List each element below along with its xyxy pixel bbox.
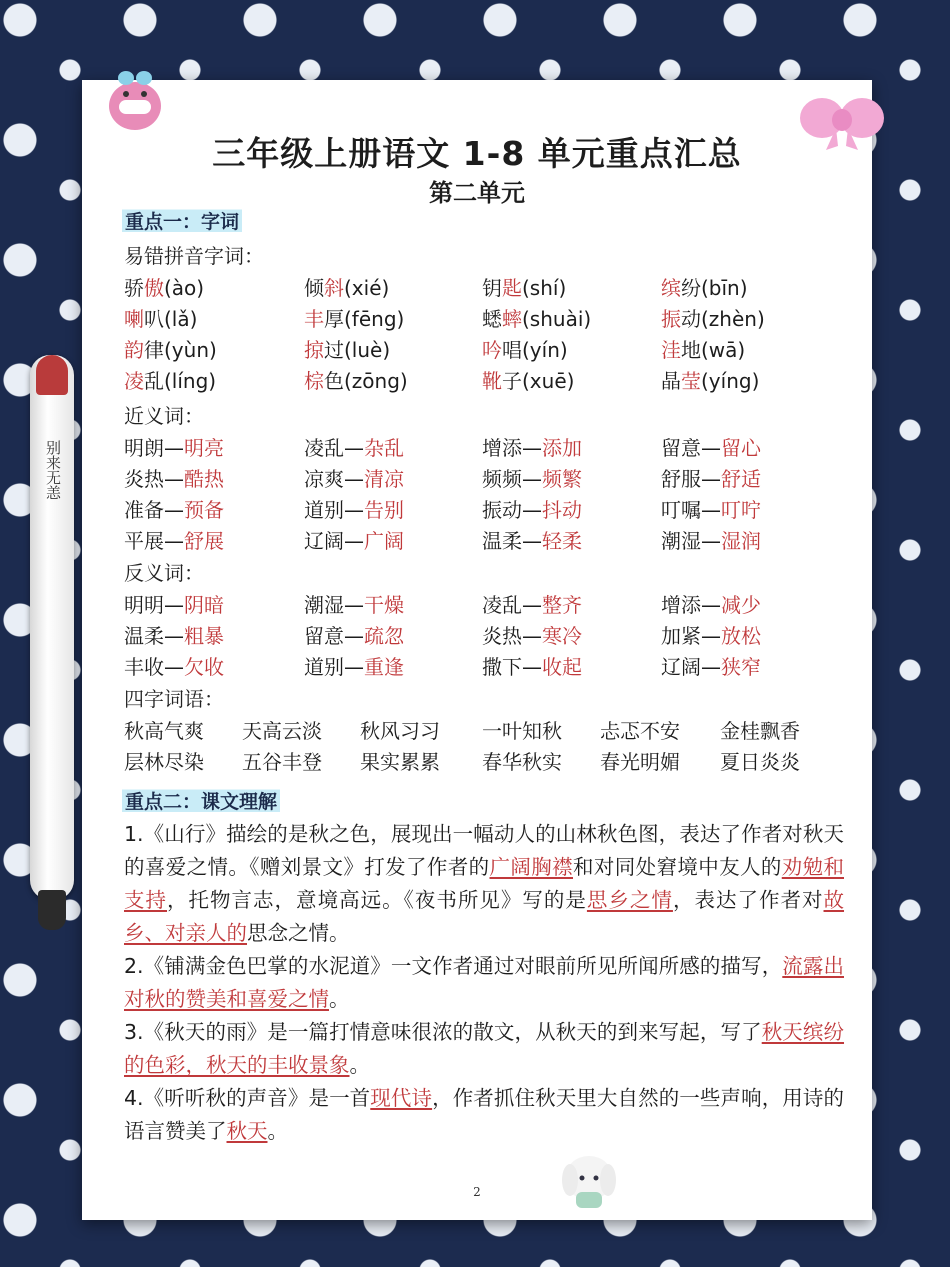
idiom-word: 天高云淡 (242, 719, 322, 743)
pinyin-highlight-char: 莹 (681, 369, 701, 393)
idiom-word: 忐忑不安 (600, 719, 680, 743)
section2-heading: 重点二：课文理解 (122, 787, 280, 814)
idiom-word: 层林尽染 (124, 750, 204, 774)
idiom-label: 四字词语： (124, 687, 224, 711)
p3-underline: 秋天缤纷的色彩，秋天的丰收景象 (124, 1020, 845, 1077)
pinyin-word (304, 365, 408, 394)
monster-decoration-icon (104, 68, 166, 134)
pinyin-text: 地(wā) (681, 338, 746, 362)
idiom-word: 一叶知秋 (482, 719, 562, 743)
synonym-row (124, 525, 844, 556)
synonym-pair (661, 525, 761, 554)
p2-text-c: 。 (329, 987, 350, 1011)
pinyin-text: (shuài) (522, 307, 592, 331)
pinyin-text: 蟋 (482, 307, 502, 331)
pinyin-word (661, 334, 745, 363)
pinyin-text: 色(zōng) (324, 369, 408, 393)
pinyin-highlight-char: 洼 (661, 338, 681, 362)
synonym-pair (482, 463, 582, 492)
pinyin-word (661, 365, 759, 394)
p1-text-g: ，表达了作者对 (672, 888, 824, 912)
antonym-pair (304, 589, 404, 618)
pinyin-label: 易错拼音字词： (124, 244, 264, 268)
pinyin-row (124, 334, 844, 365)
synonym-answer-word: 留心 (721, 436, 761, 460)
antonym-row (124, 620, 844, 651)
antonym-source-word: 潮湿— (304, 593, 364, 617)
pinyin-highlight-char: 韵 (124, 338, 144, 362)
antonym-answer-word: 粗暴 (184, 624, 224, 648)
synonym-source-word: 凉爽— (304, 467, 364, 491)
p3-text-a: 3.《秋天的雨》是一篇打情意味很浓的散文，从秋天的到来写起，写了 (124, 1020, 762, 1044)
synonym-answer-word: 清凉 (364, 467, 404, 491)
synonym-source-word: 舒服— (661, 467, 721, 491)
pinyin-word (304, 334, 390, 363)
pinyin-highlight-char: 振 (661, 307, 681, 331)
antonym-pair (661, 620, 761, 649)
synonym-answer-word: 舒展 (184, 529, 224, 553)
synonym-source-word: 潮湿— (661, 529, 721, 553)
idiom-word: 春光明媚 (600, 750, 680, 774)
antonym-pair (661, 651, 761, 680)
pinyin-highlight-char: 掠 (304, 338, 324, 362)
page-title: 三年级上册语文 1-8 单元重点汇总 (212, 134, 742, 173)
pinyin-text: 钥 (482, 276, 502, 300)
synonym-pair (124, 463, 224, 492)
synonym-answer-word: 抖动 (542, 498, 582, 522)
synonym-pair (304, 432, 404, 461)
antonym-answer-word: 寒冷 (542, 624, 582, 648)
p4-text-c: ，作者抓住秋天里大自然的一些声响，用诗的语言赞美了 (124, 1086, 845, 1143)
pinyin-word (482, 303, 591, 332)
synonym-row (124, 494, 844, 525)
p4-underline-2: 秋天 (226, 1119, 268, 1143)
p4-text-e: 。 (267, 1119, 288, 1143)
pinyin-word (304, 303, 404, 332)
pen-printed-text: 别来无恙 (44, 440, 62, 500)
synonym-source-word: 道别— (304, 498, 364, 522)
antonym-source-word: 道别— (304, 655, 364, 679)
paragraph-1 (124, 818, 844, 950)
p2-underline: 流露出对秋的赞美和喜爱之情 (124, 954, 844, 1011)
pinyin-highlight-char: 吟 (482, 338, 502, 362)
pinyin-highlight-char: 蟀 (502, 307, 522, 331)
synonym-pair (304, 525, 404, 554)
paragraph-4 (124, 1082, 844, 1148)
pinyin-text: 律(yùn) (144, 338, 217, 362)
synonym-answer-word: 明亮 (184, 436, 224, 460)
idiom-word: 果实累累 (360, 750, 440, 774)
pinyin-word (482, 334, 568, 363)
p1-text-c: 和对同处窘境中友人的 (573, 855, 782, 879)
p1-text-i: 思念之情。 (247, 921, 350, 945)
antonym-answer-word: 减少 (721, 593, 761, 617)
antonym-row (124, 589, 844, 620)
idiom-word: 秋高气爽 (124, 719, 204, 743)
antonym-source-word: 明明— (124, 593, 184, 617)
synonym-pair (661, 463, 761, 492)
synonym-row (124, 432, 844, 463)
antonym-pair (482, 589, 582, 618)
synonym-answer-word: 叮咛 (721, 498, 761, 522)
pinyin-word (124, 303, 197, 332)
pinyin-text: (yíng) (701, 369, 760, 393)
antonym-answer-word: 狭窄 (721, 655, 761, 679)
pinyin-word (124, 334, 217, 363)
pinyin-row (124, 272, 844, 303)
synonym-source-word: 明朗— (124, 436, 184, 460)
pinyin-text: 唱(yín) (502, 338, 568, 362)
synonym-answer-word: 预备 (184, 498, 224, 522)
synonym-source-word: 振动— (482, 498, 542, 522)
pinyin-word (482, 365, 574, 394)
synonym-pair (124, 525, 224, 554)
antonym-source-word: 加紧— (661, 624, 721, 648)
antonym-pair (304, 620, 404, 649)
antonym-source-word: 凌乱— (482, 593, 542, 617)
pinyin-text: 子(xuē) (502, 369, 575, 393)
antonym-answer-word: 重逢 (364, 655, 404, 679)
pinyin-text: 晶 (661, 369, 681, 393)
p2-text-a: 2.《铺满金色巴掌的水泥道》一文作者通过对眼前所见所闻所感的描写， (124, 954, 783, 978)
pinyin-word (124, 365, 216, 394)
synonym-source-word: 炎热— (124, 467, 184, 491)
pinyin-text: (ào) (164, 276, 205, 300)
synonym-source-word: 留意— (661, 436, 721, 460)
synonym-label: 近义词： (124, 404, 204, 428)
idiom-row (124, 746, 864, 777)
antonym-source-word: 丰收— (124, 655, 184, 679)
synonym-source-word: 增添— (482, 436, 542, 460)
idiom-word: 秋风习习 (360, 719, 440, 743)
synonym-answer-word: 酷热 (184, 467, 224, 491)
bunny-decoration-icon (560, 1150, 618, 1212)
synonym-answer-word: 告别 (364, 498, 404, 522)
p4-underline-1: 现代诗 (370, 1086, 433, 1110)
antonym-pair (482, 620, 582, 649)
pinyin-text: (shí) (522, 276, 567, 300)
antonym-source-word: 炎热— (482, 624, 542, 648)
antonym-answer-word: 阴暗 (184, 593, 224, 617)
antonym-pair (482, 651, 582, 680)
p1-underline-2: 劝勉和支持 (124, 855, 844, 912)
p1-underline-3: 思乡之情 (586, 888, 673, 912)
synonym-pair (124, 494, 224, 523)
pinyin-word (482, 272, 566, 301)
pinyin-text: (xié) (344, 276, 390, 300)
antonym-answer-word: 收起 (542, 655, 582, 679)
synonym-pair (482, 432, 582, 461)
antonym-pair (124, 589, 224, 618)
synonym-pair (482, 525, 582, 554)
antonym-source-word: 辽阔— (661, 655, 721, 679)
synonym-pair (124, 432, 224, 461)
pinyin-highlight-char: 缤 (661, 276, 681, 300)
pen-clip-icon (36, 355, 68, 395)
pinyin-highlight-char: 傲 (144, 276, 164, 300)
synonym-source-word: 准备— (124, 498, 184, 522)
synonym-answer-word: 湿润 (721, 529, 761, 553)
pinyin-text: 过(luè) (324, 338, 391, 362)
synonym-answer-word: 广阔 (364, 529, 404, 553)
p1-text-e: ，托物言志，意境高远。《夜书所见》写的是 (167, 888, 587, 912)
paragraph-2 (124, 950, 844, 1016)
pinyin-highlight-char: 棕 (304, 369, 324, 393)
pinyin-word (124, 272, 204, 301)
antonym-source-word: 增添— (661, 593, 721, 617)
pinyin-word (304, 272, 389, 301)
pinyin-highlight-char: 喇 (124, 307, 144, 331)
antonym-pair (124, 620, 224, 649)
pinyin-text: 纷(bīn) (681, 276, 748, 300)
synonym-source-word: 辽阔— (304, 529, 364, 553)
synonym-source-word: 叮嘱— (661, 498, 721, 522)
antonym-pair (304, 651, 404, 680)
p3-text-c: 。 (349, 1053, 370, 1077)
p4-text-a: 4.《听听秋的声音》是一首 (124, 1086, 371, 1110)
idiom-word: 五谷丰登 (242, 750, 322, 774)
antonym-answer-word: 欠收 (184, 655, 224, 679)
pinyin-text: 乱(líng) (144, 369, 217, 393)
synonym-source-word: 温柔— (482, 529, 542, 553)
antonym-answer-word: 干燥 (364, 593, 404, 617)
synonym-source-word: 凌乱— (304, 436, 364, 460)
bow-decoration-icon (800, 92, 884, 152)
antonym-source-word: 留意— (304, 624, 364, 648)
pinyin-text: 叭(lǎ) (144, 307, 198, 331)
pinyin-highlight-char: 匙 (502, 276, 522, 300)
synonym-answer-word: 轻柔 (542, 529, 582, 553)
pinyin-text: 厚(fēng) (324, 307, 405, 331)
antonym-pair (124, 651, 224, 680)
synonym-answer-word: 频繁 (542, 467, 582, 491)
p1-underline-4: 故乡、对亲人的 (124, 888, 845, 945)
pen-tip-icon (38, 890, 66, 930)
synonym-answer-word: 添加 (542, 436, 582, 460)
pinyin-highlight-char: 靴 (482, 369, 502, 393)
pinyin-row (124, 303, 844, 334)
idiom-word: 金桂飘香 (720, 719, 800, 743)
page-subtitle: 第二单元 (429, 179, 525, 207)
section1-heading: 重点一：字词 (122, 207, 242, 234)
antonym-source-word: 温柔— (124, 624, 184, 648)
antonym-answer-word: 整齐 (542, 593, 582, 617)
synonym-source-word: 频频— (482, 467, 542, 491)
pinyin-text: 骄 (124, 276, 144, 300)
synonym-answer-word: 舒适 (721, 467, 761, 491)
p1-text-a: 1.《山行》描绘的是秋之色，展现出一幅动人的山林秋色图，表达了作者对秋天的喜爱之情。《赠刘景文》打发了作者的 (124, 822, 844, 879)
page-number: 2 (473, 1185, 481, 1199)
synonym-row (124, 463, 844, 494)
synonym-pair (304, 494, 404, 523)
pen-decoration (30, 355, 74, 900)
pinyin-text: 动(zhèn) (681, 307, 765, 331)
synonym-pair (661, 432, 761, 461)
antonym-source-word: 撒下— (482, 655, 542, 679)
synonym-pair (482, 494, 582, 523)
antonym-answer-word: 疏忽 (364, 624, 404, 648)
idiom-word: 夏日炎炎 (720, 750, 800, 774)
antonym-pair (661, 589, 761, 618)
idiom-row (124, 715, 864, 746)
pinyin-text: 倾 (304, 276, 324, 300)
pinyin-highlight-char: 斜 (324, 276, 344, 300)
pinyin-word (661, 272, 748, 301)
antonym-label: 反义词： (124, 561, 204, 585)
pinyin-highlight-char: 丰 (304, 307, 324, 331)
antonym-row (124, 651, 844, 682)
worksheet-page (82, 80, 872, 1220)
pinyin-word (661, 303, 765, 332)
p1-underline-1: 广阔胸襟 (489, 855, 573, 879)
pinyin-highlight-char: 凌 (124, 369, 144, 393)
synonym-answer-word: 杂乱 (364, 436, 404, 460)
synonym-source-word: 平展— (124, 529, 184, 553)
idiom-word: 春华秋实 (482, 750, 562, 774)
paragraph-3 (124, 1016, 844, 1082)
synonym-pair (661, 494, 761, 523)
pinyin-row (124, 365, 844, 396)
synonym-pair (304, 463, 404, 492)
antonym-answer-word: 放松 (721, 624, 761, 648)
